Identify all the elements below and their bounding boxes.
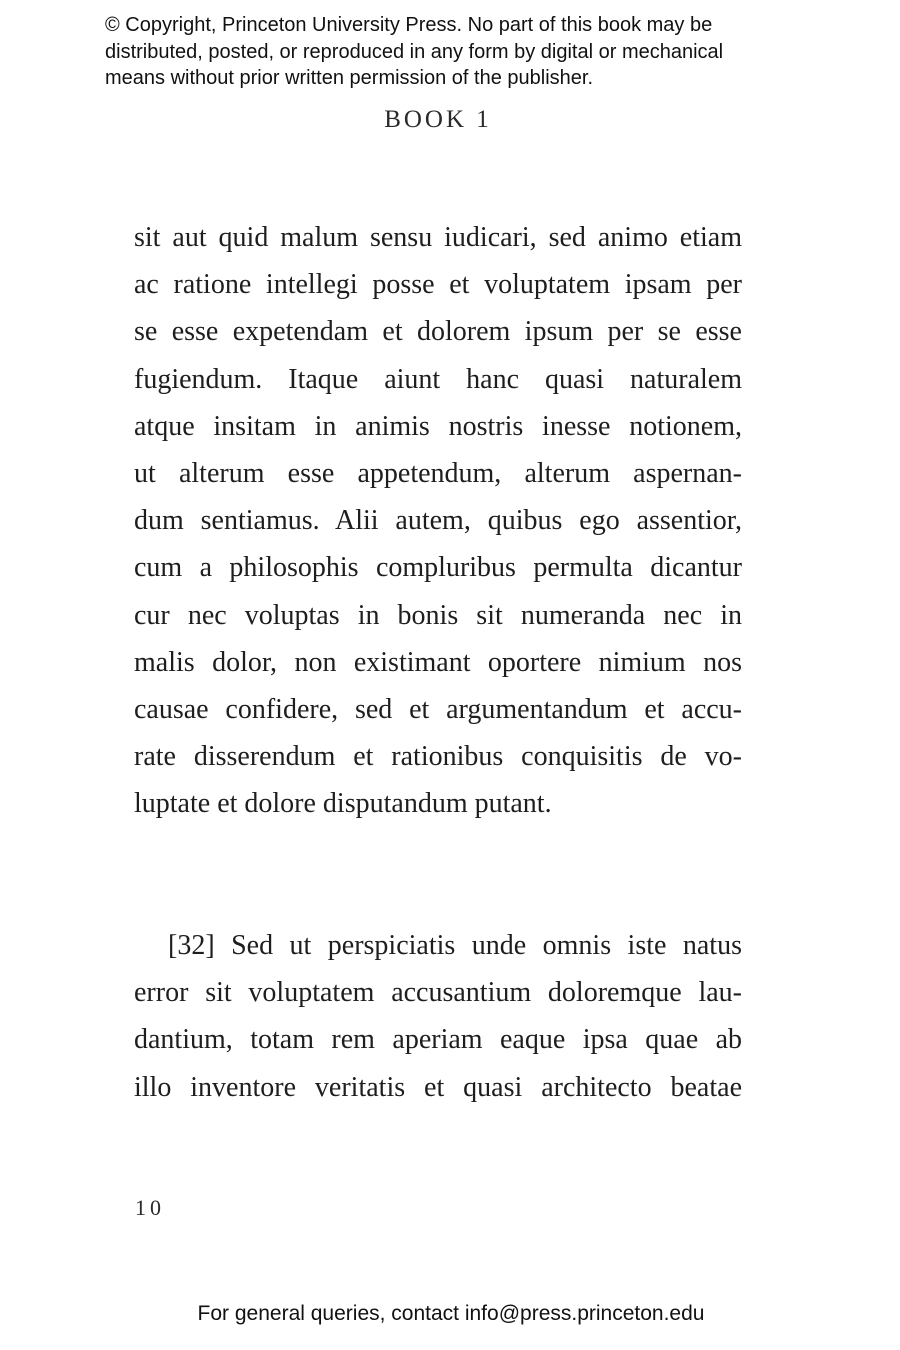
text-line: se esse expetendam et dolorem ipsum per se esse bbox=[134, 316, 742, 348]
body-paragraph-2 bbox=[134, 922, 742, 1111]
text-line: error sit voluptatem accusantium doloremque lau- bbox=[134, 977, 742, 1009]
text-line: atque insitam in animis nostris inesse notionem, bbox=[134, 410, 742, 442]
copyright-line: © Copyright, Princeton University Press. No part of this book may be bbox=[105, 14, 713, 36]
text-line: causae confidere, sed et argumentandum et accu- bbox=[134, 693, 742, 725]
text-line: fugiendum. Itaque aiunt hanc quasi naturalem bbox=[134, 363, 742, 395]
page-number: 10 bbox=[135, 1195, 165, 1220]
text-line: dum sentiamus. Alii autem, quibus ego assentior, bbox=[134, 505, 742, 537]
text-line: dantium, totam rem aperiam eaque ipsa quae ab bbox=[134, 1024, 742, 1056]
text-line: illo inventore veritatis et quasi architecto beatae bbox=[134, 1071, 742, 1103]
body-paragraph-1 bbox=[134, 214, 742, 827]
text-line: sit aut quid malum sensu iudicari, sed animo etiam bbox=[134, 222, 742, 253]
text-line: ut alterum esse appetendum, alterum aspernan- bbox=[134, 457, 742, 489]
text-line: luptate et dolore disputandum putant. bbox=[134, 788, 552, 820]
footer-contact: For general queries, contact info@press.princeton.edu bbox=[197, 1302, 705, 1325]
text-line: ac ratione intellegi posse et voluptatem ipsam per bbox=[134, 269, 742, 301]
text-line: cum a philosophis compluribus permulta dicantur bbox=[134, 552, 742, 584]
running-head: BOOK 1 bbox=[384, 106, 492, 133]
text-line: cur nec voluptas in bonis sit numeranda nec in bbox=[134, 599, 742, 631]
copyright-line: distributed, posted, or reproduced in any form by digital or mechanical bbox=[105, 40, 724, 63]
text-line: rate disserendum et rationibus conquisitis de vo- bbox=[134, 741, 742, 773]
text-line: [32] Sed ut perspiciatis unde omnis iste natus bbox=[168, 930, 742, 961]
text-line: malis dolor, non existimant oportere nimium nos bbox=[134, 646, 742, 678]
copyright-notice bbox=[105, 12, 825, 92]
copyright-line: means without prior written permission of the publisher. bbox=[105, 67, 594, 89]
